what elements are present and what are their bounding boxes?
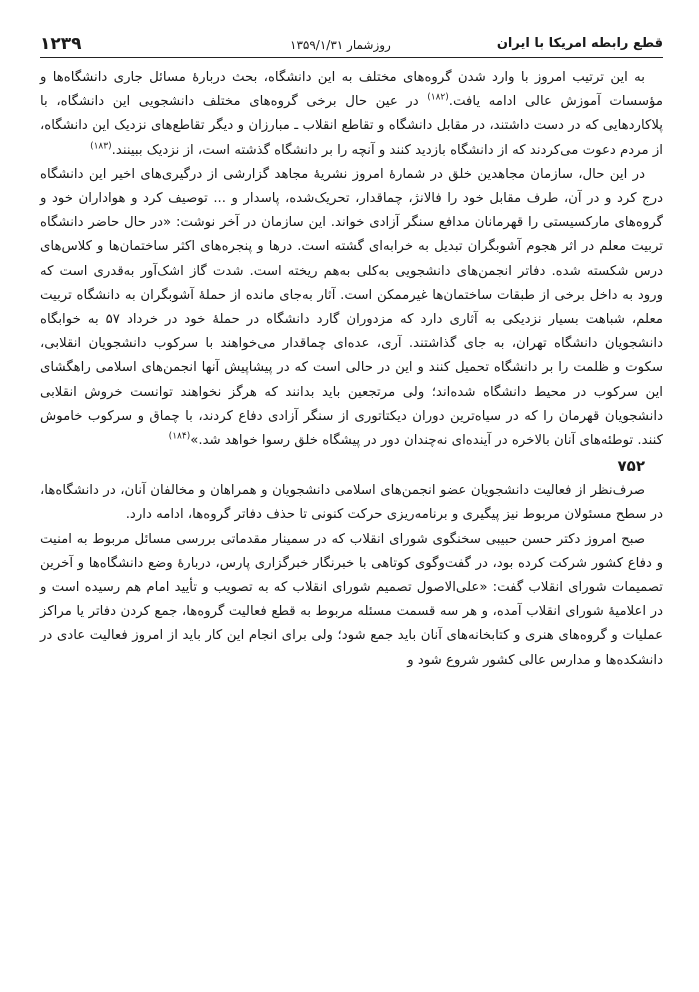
footnote-marker: (۱۸۲) (427, 92, 449, 103)
paragraph: صبح امروز دکتر حسن حبیبی سخنگوی شورای انقلاب که در سمینار مقدماتی بررسی مسائل مربوط به امنیت و دفاع کشور شرکت کرده بود، در گفت‌وگوی کوتاهی با خبرنگار خبرگزاری پارس، دربارهٔ وضع دانشگاه‌ها و آخرین تصمیمات شورای انقلاب گفت: «علی‌الاصول تصمیم شورای انقلاب که به تصویب و تأیید امام هم رسیده است و در اعلامیهٔ شورای انقلاب آمده، و هر سه قسمت مسئله مربوط به قطع فعالیت گروه‌ها، جمع کردن دفاتر یا مراکز عملیات و گروه‌های هنری و کتابخانه‌های آنان باید جمع شود؛ ولی برای انجام این کار باید از امروز فعالیت عادی در دانشکده‌ها و مدارس عالی کشور شروع شود و (40, 531, 663, 668)
header-rule (40, 57, 663, 58)
paragraph-text: در این حال، سازمان مجاهدین خلق در شمارهٔ امروز نشریهٔ مجاهد گزارشی از درگیری‌های اخیر این دانشگاه درج کرد و در آن، طرف مقابل خود را فالانژ، چماقدار، تحریک‌شده، پاسدار و ... توصیف کرد و هواداران خود و گروه‌های مارکسیستی را قهرمانان مدافع سنگر آزادی خواند. این سازمان در آخر نوشت: «در حال حاضر دانشگاه تربیت معلم در اثر هجوم آشوبگران تبدیل به خرابه‌ای گشته است. درها و پنجره‌های اکثر ساختمان‌ها و کلاس‌های درس شکسته شده. دفاتر انجمن‌های دانشجویی به‌کلی به‌هم ریخته است. شدت گاز اشک‌آور به‌قدری است که ورود به داخل برخی از طبقات ساختمان‌ها غیرممکن است. آثار به‌جای مانده از حملهٔ آشوبگران به دانشگاه تربیت معلم، شباهت بسیار نزدیکی به آثاری دارد که مزدوران گارد دانشگاه در حملهٔ خود در خرداد ۵۷ به خوابگاه دانشجویان دانشگاه تهران، به جای گذاشتند. آری، عده‌ای چماقدار می‌خواهند با سرکوب دانشجویان انقلابی، سکوت و ظلمت را بر دانشگاه تحمیل کنند و این در حالی است که در پیشاپیش آنها انجمن‌های اسلامی راهگشای این سرکوب در محیط دانشگاه شده‌اند؛ ولی مرتجعین باید بدانند که هرگز نخواهند توانست خروش انقلابی دانشجویان قهرمان را که در سیاه‌ترین دوران دیکتاتوری از سنگر آزادی دفاع کردند، با چماق و سرکوب خاموش کنند. توطئه‌های آنان بالاخره در آینده‌ای نه‌چندان دور در پیشگاه خلق رسوا خواهد شد.» (40, 166, 663, 449)
page-number: ۱۲۳۹ (40, 34, 82, 54)
paragraph (40, 163, 663, 453)
paragraph: صرف‌نظر از فعالیت دانشجویان عضو انجمن‌های اسلامی دانشجویان و همراهان و مخالفان آنان، در دانشگاه‌ها، در سطح مسئولان مربوط نیز پیگیری و برنامه‌ریزی حرکت کنونی تا حذف دفاتر گروه‌ها، ادامه دارد. (40, 483, 663, 523)
book-page (40, 0, 663, 992)
running-title: قطع رابطه امریکا با ایران (496, 36, 663, 51)
body-text (40, 66, 663, 673)
footnote-marker: (۱۸۴) (168, 431, 191, 442)
paragraph-text: به این ترتیب امروز با وارد شدن گروه‌های مختلف به این دانشگاه، بحث دربارهٔ مسائل جاری دانشگاه‌ها و مؤسسات آموزش عالی ادامه یافت. (40, 70, 663, 110)
running-header (40, 32, 663, 58)
section-number: ۷۵۲ (617, 457, 645, 476)
paragraph (40, 66, 663, 163)
paragraph-text: در عین حال برخی گروه‌های مختلف دانشجویی این دانشگاه، با پلاکاردهایی که در دست داشتند، در مقابل دانشگاه و تقاطع انقلاب ـ مبارزان و دیگر تقاطع‌های نزدیک این دانشگاه، از مردم دعوت می‌کردند که از دانشگاه بازدید کنند و آنچه را بر دانشگاه گذشته است، از نزدیک ببینند. (40, 94, 663, 158)
footnote-marker: (۱۸۳) (90, 141, 112, 152)
chronicle-date: روزشمار ۱۳۵۹/۱/۳۱ (290, 38, 391, 52)
